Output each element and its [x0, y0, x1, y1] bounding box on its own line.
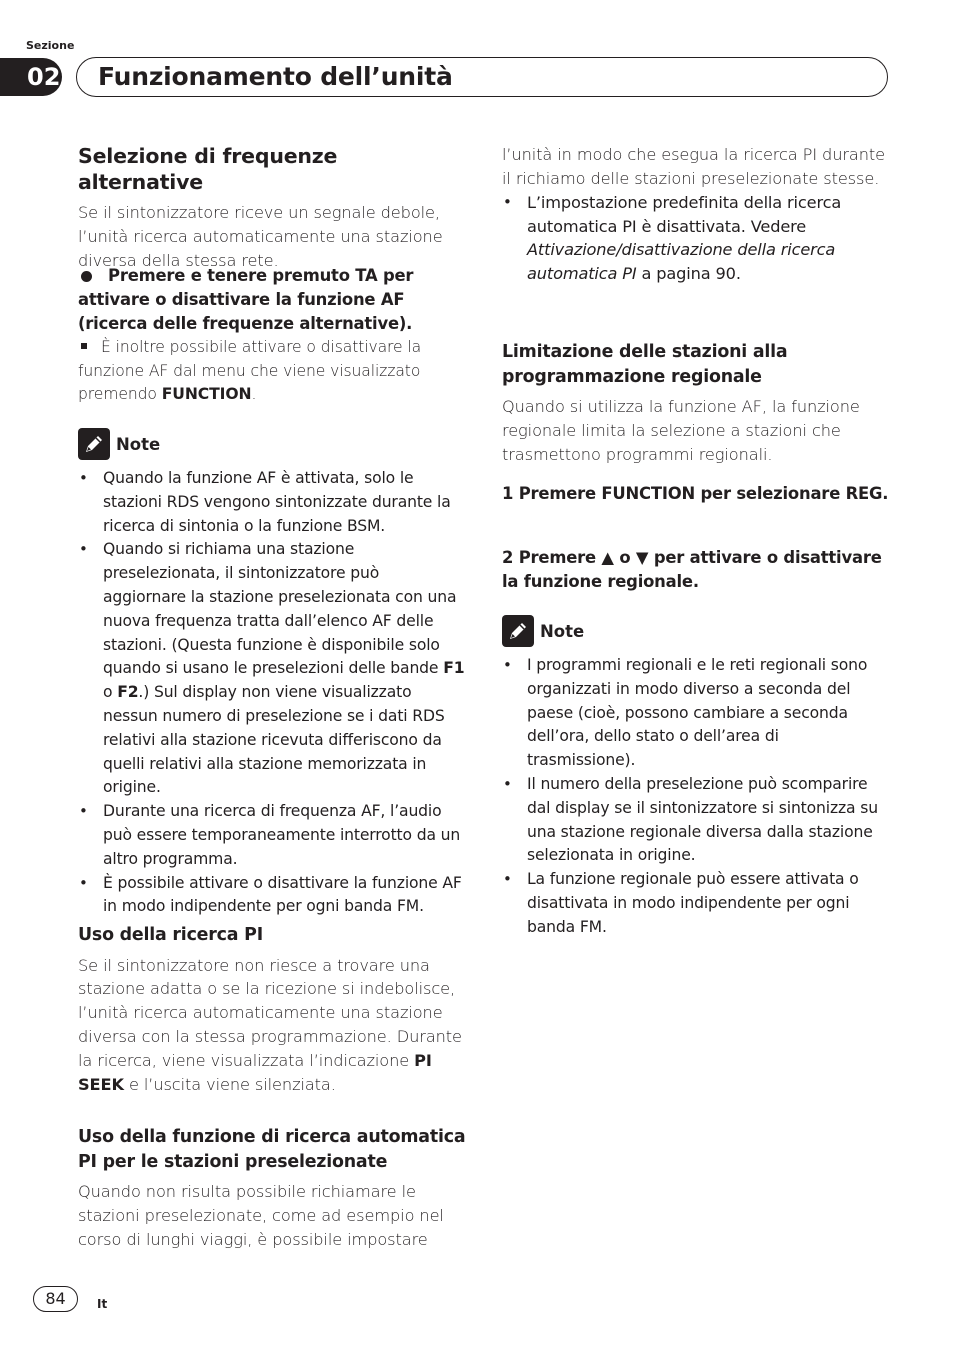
af-heading: Selezione di frequenze alternative [78, 144, 338, 194]
step-2-text: 2 Premere ▲ o ▼ per attivare o disattivare la funzione regionale. [502, 548, 882, 591]
regional-text: Quando si utilizza la funzione AF, la funzione regionale limita la selezione a stazioni che trasmettono programmi regionali. [502, 397, 860, 464]
af-step-text: Premere e tenere premuto TA per attivare o disattivare la funzione AF (ricerca delle frequenze alternative). [78, 266, 414, 333]
note-header [502, 615, 890, 647]
af-note-list [78, 467, 466, 919]
auto-pi-cont-text: l’unità in modo che esegua la ricerca PI durante il richiamo delle stazioni preselezionate stesse. [502, 145, 886, 188]
af-section [78, 143, 466, 273]
note-label: Note [540, 621, 585, 641]
step-bullet-icon [81, 271, 92, 282]
section-label: Sezione [26, 39, 75, 52]
list-item: • Durante una ricerca di frequenza AF, l’audio può essere temporaneamente interrotto da un altro programma. [78, 800, 466, 871]
pi-heading: Uso della ricerca PI [78, 925, 263, 945]
list-item: • È possibile attivare o disattivare la funzione AF in modo indipendente per ogni banda FM. [78, 872, 466, 920]
step-1-text: 1 Premere FUNCTION per selezionare REG. [502, 484, 889, 503]
list-item: • L’impostazione predefinita della ricerca automatica PI è disattivata. Vedere Attivazione/disattivazione della ricerca automatica PI a pagina 90. [502, 191, 890, 286]
regional-note-list [502, 654, 890, 940]
pi-text: Se il sintonizzatore non riesce a trovare una stazione adatta o se la ricezione si indebolisce, l’unità ricerca automaticamente una stazione diversa con la stessa programmazione. Durante la ricerca, viene visualizzata l’indicazione PI SEEK e l’uscita viene silenziata. [78, 955, 462, 1095]
pencil-note-icon [78, 428, 110, 460]
auto-pi-section [78, 1125, 466, 1252]
auto-pi-text: Quando non risulta possibile richiamare le stazioni preselezionate, come ad esempio nel corso di lunghi viaggi, è possibile impostare [78, 1182, 444, 1249]
af-tip [78, 336, 466, 407]
list-item: • Il numero della preselezione può scomparire dal display se il sintonizzatore si sintonizza su una stazione regionale diversa dalla stazione selezionata in origine. [502, 773, 890, 868]
regional-step-1 [502, 482, 890, 506]
pi-section [78, 923, 466, 1097]
tip-square-icon [81, 343, 87, 349]
list-item: • I programmi regionali e le reti regionali sono organizzati in modo diverso a seconda del paese (cioè, possono cambiare a seconda dell’ora, dello stato o dell’area di trasmissione). [502, 654, 890, 773]
note-label: Note [116, 434, 161, 454]
af-tip-end: . [251, 385, 257, 403]
regional-notes [502, 615, 890, 940]
af-tip-function: FUNCTION [161, 385, 252, 403]
regional-step-2 [502, 546, 890, 594]
chapter-title: Funzionamento dell’unità [98, 62, 453, 91]
note-header [78, 428, 466, 460]
auto-pi-heading: Uso della funzione di ricerca automatica PI per le stazioni preselezionate [78, 1127, 466, 1172]
af-step [78, 264, 466, 336]
language-code: It [97, 1297, 108, 1311]
regional-section [502, 340, 890, 467]
section-number-badge: 02 [0, 58, 62, 96]
auto-pi-cont-list [502, 191, 890, 286]
af-notes [78, 428, 466, 919]
pencil-note-icon [502, 615, 534, 647]
list-item: • Quando la funzione AF è attivata, solo le stazioni RDS vengono sintonizzate durante la ricerca di sintonia o la funzione BSM. [78, 467, 466, 538]
af-tip-text: È inoltre possibile attivare o disattivare la funzione AF dal menu che viene visualizzato premendo [78, 338, 422, 403]
regional-heading: Limitazione delle stazioni alla programmazione regionale [502, 342, 788, 387]
auto-pi-continuation [502, 143, 890, 286]
list-item: • Quando si richiama una stazione preselezionata, il sintonizzatore può aggiornare la stazione preselezionata con una nuova frequenza tratta dall’elenco AF delle stazioni. (Questa funzione è disponibile solo quando si usano le preselezioni delle bande F1 o F2.) Sul display non viene visualizzato nessun numero di preselezione se i dati RDS relativi alla stazione ricevuta differiscono da quelli relativi alla stazione memorizzata in origine. [78, 538, 466, 800]
page-number: 84 [33, 1286, 78, 1312]
list-item: • La funzione regionale può essere attivata o disattivata in modo indipendente per ogni banda FM. [502, 868, 890, 939]
af-intro: Se il sintonizzatore riceve un segnale debole, l’unità ricerca automaticamente una stazione diversa della stessa rete. [78, 203, 443, 270]
